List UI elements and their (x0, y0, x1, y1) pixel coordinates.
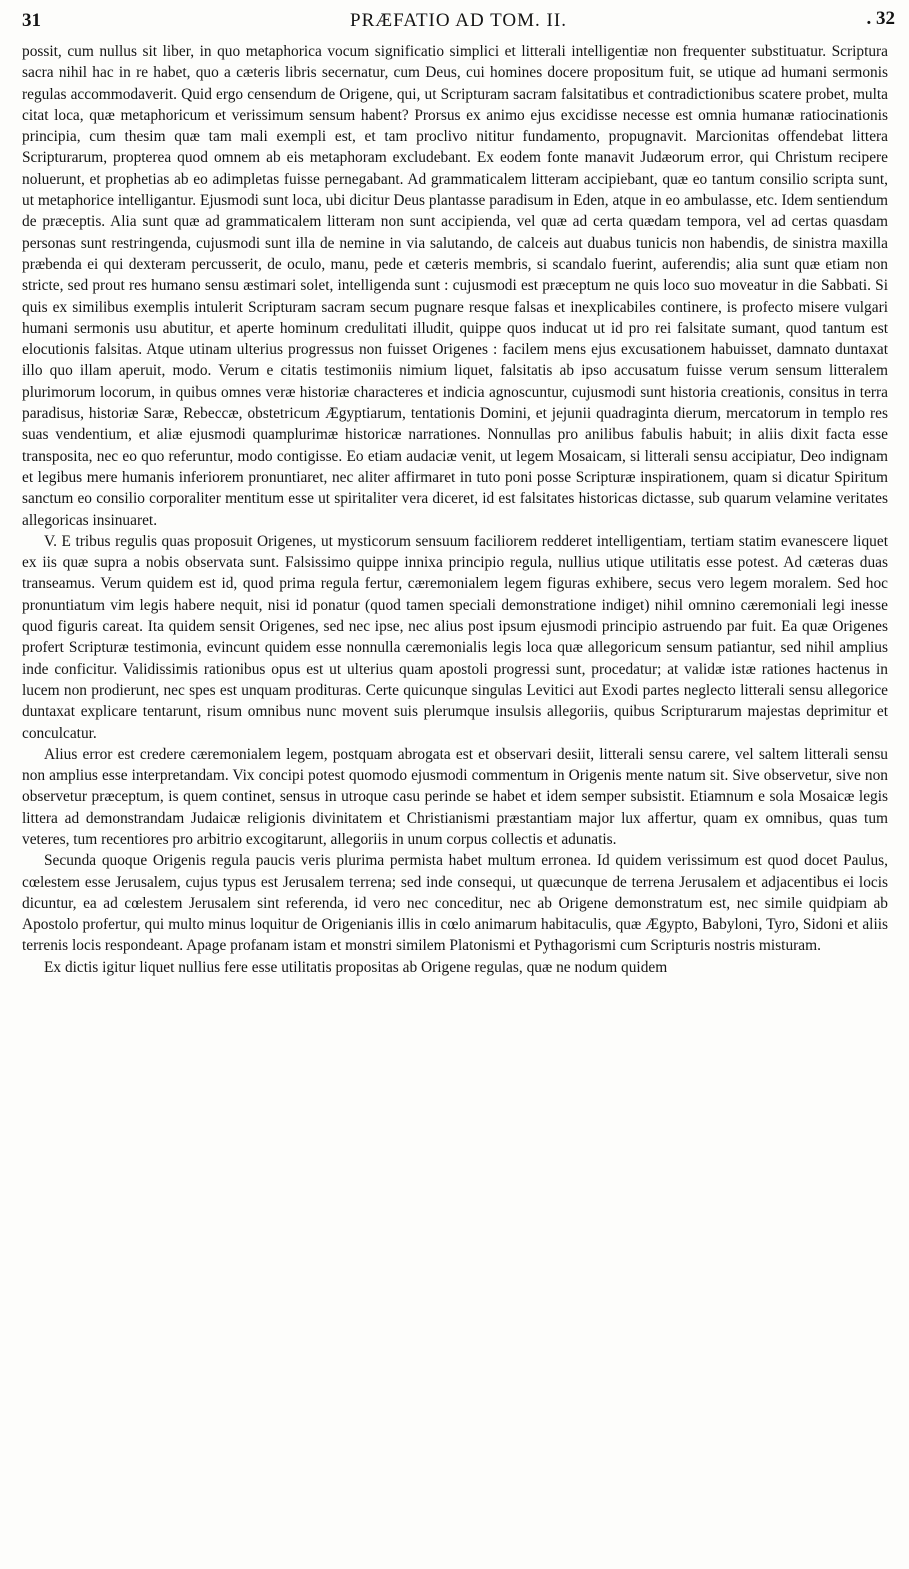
paragraph-alius-error: Alius error est credere cæremonialem legem, postquam abrogata est et observari desiit, litterali sensu carere, vel saltem litterali sensu non amplius esse interpretandam. Vix concipi potest quomodo ejusmodi commentum in Origenis mente natum sit. Sive observetur, sive non observetur præceptum, is quem continet, sensus in utroque casu perinde se habet et idem semper subsistit. Etiamnum e sola Mosaicæ legis littera ad demonstrandam Judaicæ religionis divinitatem et Christianismi præstantiam major lux affertur, quam ex omnibus, quas tum veteres, tum recentiores pro arbitrio excogitarunt, allegoriis in unum corpus collectis et adunatis. (22, 745, 888, 848)
paragraph-ex-dictis: Ex dictis igitur liquet nullius fere esse utilitatis propositas ab Origene regulas, quæ ne nodum quidem (44, 958, 668, 976)
page-number-right: . 32 (866, 8, 895, 29)
page-number-left: 31 (22, 10, 41, 31)
body-text (22, 41, 888, 978)
running-title: PRÆFATIO AD TOM. II. (350, 10, 567, 31)
paragraph-section-v: V. E tribus regulis quas proposuit Origenes, ut mysticorum sensuum faciliorem redderet intelligentiam, tertiam statim evanescere liquet ex iis quæ supra a nobis observata sunt. Falsissimo quippe innixa principio regula, nullius utique utilitatis esse potest. Ad cæteras duas transeamus. Verum quidem est id, quod prima regula fertur, cæremonialem legem figuras exhibere, secus vero legem moralem. Sed hoc pronuntiatum vim legis habere nequit, nisi id ponatur (quod tamen speciali demonstratione indiget) nihil omnino cæremoniali legi inesse quod figuris careat. Ita quidem sensit Origenes, sed nec ipse, nec alius post ipsum ejusmodi principio astruendo par fuit. Ea quæ Origenes profert Scripturæ testimonia, evincunt quidem esse nonnulla cæremonialis legis loca quæ allegoricum sensum patiantur, sed nihil amplius inde conficitur. Validissimis rationibus opus est ut ulterius quam apostoli progressi sunt, procedatur; at validæ istæ rationes hactenus in lucem non prodierunt, nec spes est unquam prodituras. Certe quicunque singulas Levitici aut Exodi partes neglecto litterali sensu allegorice duntaxat explicare tentarunt, risum omnibus nunc movent suis plerumque insulsis allegoriis, quibus Scripturarum majestas deprimitur et conculcatur. (22, 532, 888, 742)
page-header (22, 6, 895, 36)
paragraph-continued: possit, cum nullus sit liber, in quo metaphorica vocum significatio simplici et litterali intelligentiæ non frequenter substituatur. Scriptura sacra nihil hac in re habet, quo a cæteris libris secernatur, cum Deus, cui homines docere propositum fuit, se utique ad humani sermonis regulas accommodaverit. Quid ergo censendum de Origene, qui, ut Scripturam sacram falsitatibus et contradictionibus scatere probet, multa citat loca, quæ metaphoricum et verissimum sensum habent? Prorsus ex animo ejus excidisse necesse est omnia humanæ ratiocinationis principia, cum thesim quæ tam mali exempli est, et tam proclivo nititur fundamento, propugnavit. Marcionitas offendebat littera Scripturarum, propterea quod omnem ab eis metaphoram excludebant. Ex eodem fonte manavit Judæorum error, qui Christum recipere noluerunt, et prophetias ab eo adimpletas fuisse pernegabant. Ad grammaticalem litteram accipiebant, quæ eo tantum consilio scripta sunt, ut metaphorice intelligantur. Ejusmodi sunt loca, ubi dicitur Deus plantasse paradisum in Eden, atque in eo ambulasse, etc. Idem sentiendum de præceptis. Alia sunt quæ ad grammaticalem litteram non sunt accipienda, vel quæ ad certa quædam tempora, vel ad certas quasdam personas sunt restringenda, cujusmodi sunt illa de nemine in via salutando, de calceis aut duabus tunicis non habendis, de sinistra maxilla præbenda ei qui dexteram percusserit, de oculo, manu, pede et cæteris membris, si scandalo fuerint, auferendis; alia sunt quæ etiam non stricte, sed prout res humano sensu æstimari solet, intelligenda sunt : cujusmodi est præceptum ne quis loco suo moveatur in die Sabbati. Si quis ex similibus exemplis intulerit Scripturam sacram secum pugnare resque falsas et inexplicabiles continere, is profecto misere vulgari humani sermonis usu abutitur, et aperte hominum credulitati illudit, quippe quos inducat ut id pro rei falsitate sumant, quod tantum est elocutionis falsitas. Atque utinam ulterius progressus non fuisset Origenes : facilem mens ejus excusationem habuisset, damnato duntaxat illo quo illam aperuit, modo. Verum e citatis testimoniis nimium liquet, falsitatis ab ipso accusatum fuisse verum sensum litteralem plurimorum locorum, in quibus omnes veræ historiæ characteres et indicia agnoscuntur, cujusmodi sunt historia creationis, consitus in terra paradisus, historiæ Saræ, Rebeccæ, obstetricum Ægyptiarum, tentationis Domini, et jejunii quadraginta dierum, mercatorum in templo res suas vendentium, et aliæ ejusmodi quamplurimæ historicæ narrationes. Nonnullas pro anilibus fabulis habuit; in aliis dixit facta esse transposita, nec eo quo referuntur, modo contigisse. Eo etiam audaciæ venit, ut legem Mosaicam, si litterali sensu accipiatur, Deo indignam et legibus mere humanis inferiorem pronuntiaret, nec aliter affirmaret in tuto poni posse Scripturæ inspirationem, quam si dicatur Spiritum sanctum eo consilio corporaliter mentitum esse ut spiritaliter vera diceret, id est falsitates historicas dictasse, sub quarum velamine veritates allegoricas insinuaret. (22, 43, 888, 529)
paragraph-secunda-regula: Secunda quoque Origenis regula paucis veris plurima permista habet multum erronea. Id quidem verissimum est quod docet Paulus, cœlestem esse Jerusalem, cujus typus est Jerusalem terrena; sed inde consequi, ut quæcunque de terrena Jerusalem et adjacentibus ei locis dicuntur, ea ad cœlestem Jerusalem sint referenda, id vero nec conceditur, nec ab Origene demonstratum est, nec simile quidpiam ab Apostolo profertur, qui multo minus loquitur de Origenianis illis in cœlo animarum habitaculis, quæ Ægypto, Babyloni, Tyro, Sidoni et aliis terrenis locis respondeant. Apage profanam istam et monstri similem Platonismi et Pythagorismi cum Scripturis nostris misturam. (22, 852, 888, 955)
